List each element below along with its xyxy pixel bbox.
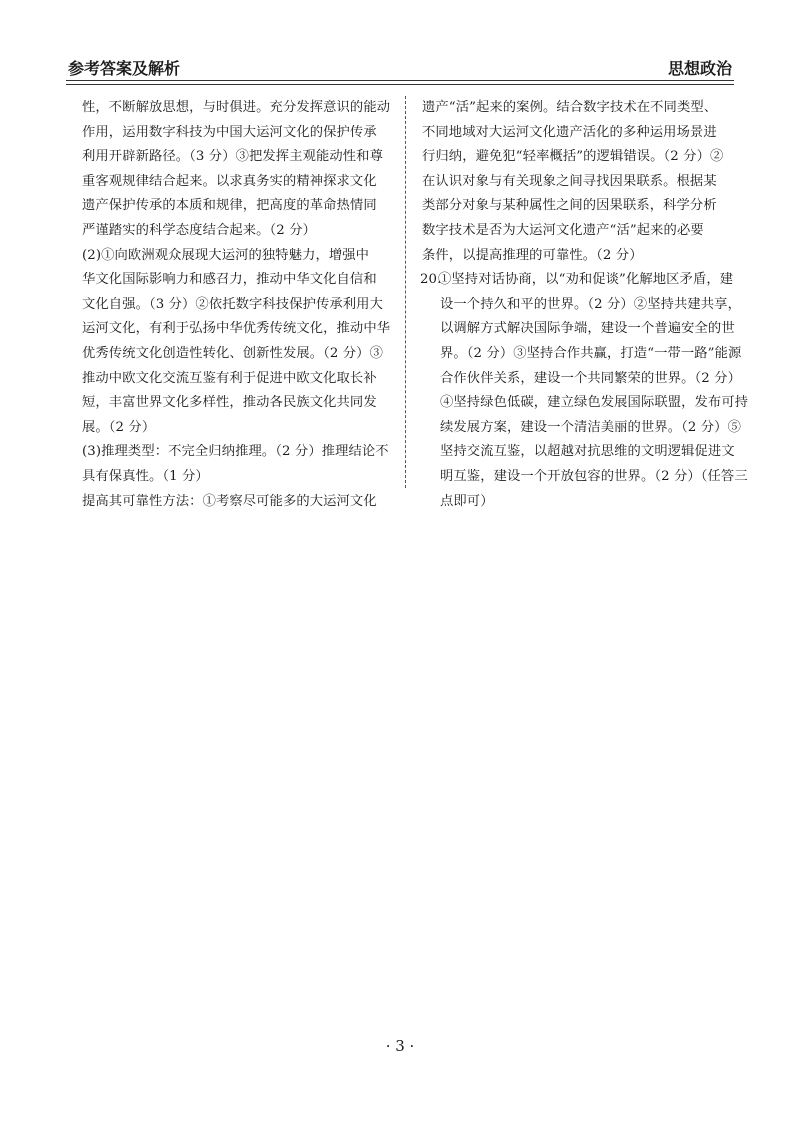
text-line: 短，丰富世界文化多样性，推动各民族文化共同发 [82,395,377,411]
text-line: 运河文化，有利于弘扬中华优秀传统文化，推动中华 [82,321,391,337]
text-line: 华文化国际影响力和感召力，推动中华文化自信和 [82,272,377,288]
text-line: 合作伙伴关系，建设一个共同繁荣的世界。（2 分） [440,370,741,386]
left-column [82,96,392,514]
text-line: 界。（2 分）③坚持合作共赢，打造“一带一路”能源 [440,345,742,361]
text-line: 重客观规律结合起来。以求真务实的精神探求文化 [82,173,377,189]
text-line: 以调解方式解决国际争端，建设一个普遍安全的世 [440,321,735,337]
question-number: 20. [420,272,442,288]
text-line: 文化自强。（3 分）②依托数字科技保护传承利用大 [82,296,383,312]
text-line: 行归纳，避免犯“轻率概括”的逻辑错误。（2 分）② [422,149,724,165]
text-line: 设一个持久和平的世界。（2 分）②坚持共建共享， [440,296,741,312]
text-line: 优秀传统文化创造性转化、创新性发展。（2 分）③ [82,345,383,361]
text-line: 遗产保护传承的本质和规律，把高度的革命热情同 [82,198,377,214]
text-line: (3)推理类型：不完全归纳推理。（2 分）推理结论不 [82,444,389,460]
text-line: 展。（2 分） [82,419,156,435]
text-line: 明互鉴，建设一个开放包容的世界。（2 分）（任答三 [440,468,748,484]
text-line: ①坚持对话协商，以“劝和促谈”化解地区矛盾，建 [438,272,734,288]
text-line: 数字技术是否为大运河文化遗产“活”起来的必要 [422,222,704,238]
text-line: 点即可） [440,493,494,509]
text-line: (2)①向欧洲观众展现大运河的独特魅力，增强中 [82,247,370,263]
page-number: · 3 · [385,1037,415,1055]
header-subject: 思想政治 [667,59,732,78]
header-title-left: 参考答案及解析 [68,59,181,78]
column-divider [405,96,406,488]
text-line: 续发展方案，建设一个清洁美丽的世界。（2 分）⑤ [440,419,741,435]
text-line: 类部分对象与某种属性之间的因果联系，科学分析 [422,198,717,214]
page-header [66,54,734,81]
text-line: 提高其可靠性方法：①考察尽可能多的大运河文化 [82,493,377,509]
text-line: 推动中欧文化交流互鉴有利于促进中欧文化取长补 [82,370,377,386]
text-line: 不同地域对大运河文化遗产活化的多种运用场景进 [422,124,717,140]
q20-first-line [420,268,738,293]
text-line: 利用开辟新路径。（3 分）③把发挥主观能动性和尊 [82,149,383,165]
text-line: 具有保真性。（1 分） [82,468,209,484]
text-line: 作用，运用数字科技为中国大运河文化的保护传承 [82,124,377,140]
text-line: 坚持交流互鉴，以超越对抗思维的文明逻辑促进文 [440,444,735,460]
right-column [420,96,749,514]
text-line: 性，不断解放思想，与时俱进。充分发挥意识的能动 [82,100,391,115]
text-line: 条件，以提高推理的可靠性。（2 分） [422,247,643,263]
text-line: 在认识对象与有关现象之间寻找因果联系。根据某 [422,173,717,189]
question-20 [420,268,749,514]
text-line: ④坚持绿色低碳，建立绿色发展国际联盟，发布可持 [440,395,749,411]
text-line: 严谨踏实的科学态度结合起来。（2 分） [82,222,316,238]
text-line: 遗产“活”起来的案例。结合数字技术在不同类型、 [422,100,718,115]
